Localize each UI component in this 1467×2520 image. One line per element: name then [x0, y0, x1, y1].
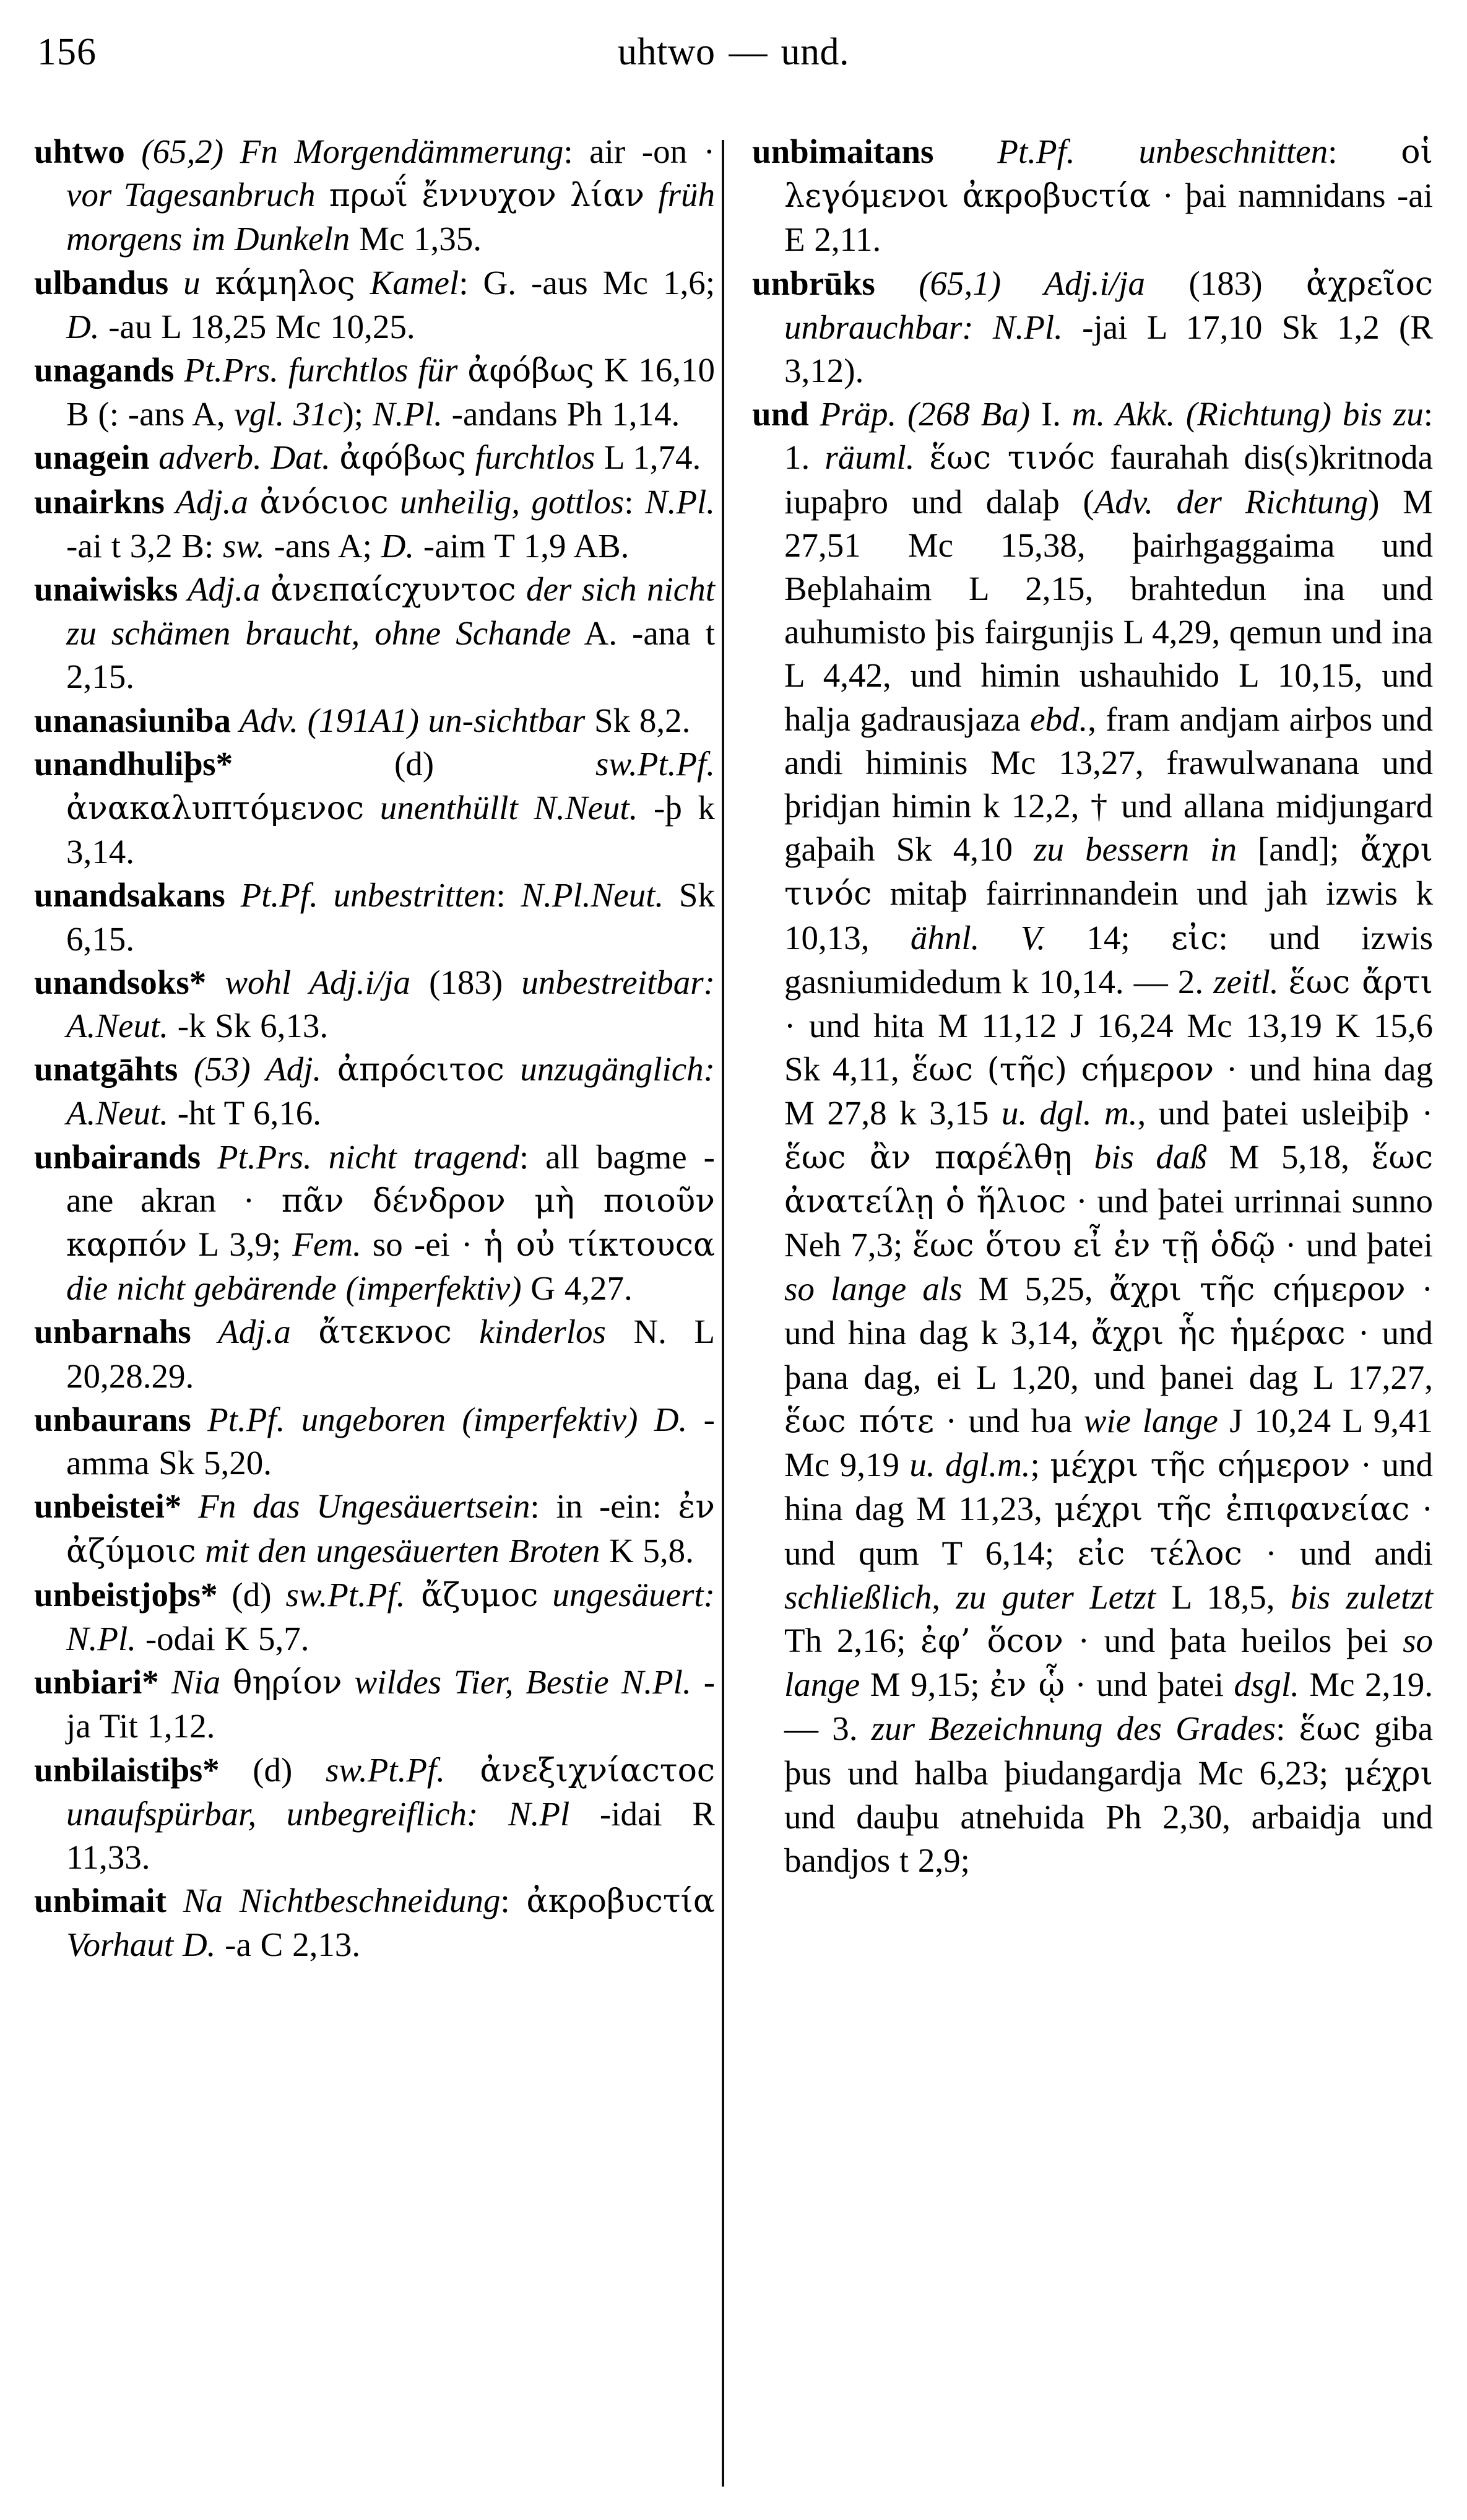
entry-gloss-italic: bis zuletzt: [1290, 1578, 1433, 1616]
entry-citation-roman: : und izwis gasniumidedum k 10,14. — 2.: [784, 918, 1434, 1001]
entry-headword: unbairands: [34, 1137, 201, 1176]
entry-greek-text: ἀνακαλυπτόμενοc: [66, 790, 365, 828]
entry-citation-roman: · þai namnidans -ai E 2,11.: [784, 176, 1433, 259]
entry-greek-text: μέχρι τῆc ἐπιφανείαc: [1054, 1491, 1410, 1529]
entry-gloss-italic: bis daß: [1072, 1137, 1207, 1176]
entry-headword: unbrūks: [752, 264, 875, 302]
entry-citation-roman: :: [1328, 133, 1401, 170]
dictionary-entry: [34, 961, 715, 1048]
entry-gloss-italic: unzugänglich: A.Neut.: [66, 1050, 715, 1132]
entry-gloss-italic: (65,1) Adj.i/ja: [875, 264, 1189, 302]
entry-citation-roman: · und andi: [1242, 1534, 1434, 1572]
entry-greek-text: ἀπρόcιτοc: [337, 1051, 504, 1089]
entry-greek-text: ἕωc ὅτου εἶ ἐν τῇ ὁδῷ: [912, 1227, 1276, 1265]
dictionary-entry: [752, 393, 1433, 1882]
column-divider-rule: [722, 140, 724, 2487]
entry-headword: und: [752, 395, 809, 433]
entry-citation-roman: -odai K 5,7.: [136, 1619, 309, 1658]
entry-citation-roman: :: [496, 876, 521, 915]
entry-gloss-italic: (65,2): [124, 133, 240, 170]
entry-citation-roman: :: [1276, 1710, 1299, 1748]
entry-headword: unbeistjoþs*: [34, 1575, 218, 1614]
entry-headword: unandhuliþs*: [34, 744, 233, 783]
entry-gloss-italic: D.: [381, 526, 415, 565]
dictionary-entry: [34, 480, 715, 568]
entry-gloss-italic: furchtlos: [465, 438, 595, 477]
left-column: [34, 130, 715, 1967]
entry-headword: unbeistei*: [34, 1487, 182, 1526]
entry-gloss-italic: Adj.a: [164, 482, 260, 521]
entry-gloss-italic: Präp. (268 Ba): [808, 395, 1041, 433]
entry-citation-roman: :: [500, 1882, 527, 1920]
entry-gloss-italic: wildes Tier, Bestie N.Pl.: [342, 1663, 691, 1701]
entry-headword: unbimait: [34, 1882, 167, 1920]
entry-greek-text: οἱ λεγόμενοι ἀκροβυcτία: [784, 134, 1433, 215]
entry-citation-roman: · und qum T 6,14;: [784, 1490, 1433, 1572]
entry-citation-roman: -k Sk 6,13.: [168, 1007, 329, 1045]
entry-gloss-italic: Adj.a: [191, 1313, 319, 1351]
entry-citation-roman: , fram andjam airþos und andi himinis Mc 13,27, frawulwanana und þridjan himin k 12,2, † und allana midjungard gaþaih Sk 4,10: [784, 700, 1433, 869]
right-column: [752, 130, 1433, 1882]
entry-greek-text: ἀκροβυcτία: [526, 1883, 716, 1921]
entry-greek-text: ἕωc πότε: [784, 1402, 934, 1440]
dictionary-entry: [34, 699, 715, 742]
entry-greek-text: ἕωc ἂν παρέλθῃ: [784, 1139, 1073, 1176]
entry-greek-text: ἕωc ἀνατείλῃ ὁ ἥλιοc: [784, 1139, 1434, 1220]
entry-gloss-italic: sw.Pt.Pf.: [285, 1575, 405, 1614]
entry-greek-text: ἄχρι τῆc cήμερον: [1109, 1271, 1406, 1309]
entry-headword: unatgāhts: [34, 1050, 178, 1088]
dictionary-entry: [34, 349, 715, 436]
entry-citation-roman: Th 2,16;: [784, 1621, 921, 1659]
entry-gloss-italic: ungesäuert: N.Pl.: [66, 1575, 715, 1658]
entry-greek-text: εἰc: [1171, 919, 1219, 957]
entry-gloss-italic: Fem.: [292, 1225, 361, 1264]
entry-gloss-italic: zur Bezeichnung des Grades: [871, 1710, 1276, 1748]
entry-gloss-italic: Fn Morgendämmerung: [240, 133, 564, 170]
running-head-first-lemma: uhtwo: [618, 31, 716, 73]
entry-gloss-italic: u. dgl. m.: [1001, 1094, 1138, 1132]
entry-citation-roman: :: [624, 482, 645, 521]
dictionary-entry: [34, 1879, 715, 1966]
entry-citation-roman: (183): [1188, 264, 1307, 302]
entry-gloss-italic: schließlich, zu guter Letzt: [784, 1578, 1156, 1616]
entry-gloss-italic: unheilig, gottlos: [388, 482, 625, 521]
entry-greek-text: ἄχρι τινόc: [784, 832, 1433, 913]
entry-citation-roman: );: [342, 395, 373, 433]
entry-greek-text: ἕωc τινόc: [929, 440, 1095, 477]
entry-citation-roman: · und hita M 11,12 J 16,24 Mc 13,19 K 15,6 Sk 4,11,: [784, 1007, 1433, 1088]
entry-gloss-italic: adverb. Dat.: [149, 438, 340, 477]
entry-citation-roman: (d): [217, 1575, 286, 1614]
entry-citation-roman: Mc 1,35.: [350, 220, 482, 258]
entry-gloss-italic: Pt.Pf. ungeboren (imperfektiv) D.: [191, 1400, 688, 1438]
running-head-title: [0, 27, 1467, 77]
entry-citation-roman: -ai t 3,2 B:: [66, 526, 223, 565]
entry-gloss-italic: unenthüllt N.Neut.: [364, 789, 638, 827]
entry-citation-roman: L 3,9;: [187, 1225, 293, 1264]
dictionary-entry: [752, 130, 1433, 262]
entry-citation-roman: · und ƕa: [933, 1401, 1084, 1440]
dictionary-entry: [34, 568, 715, 699]
entry-gloss-italic: räuml.: [824, 438, 930, 477]
entry-headword: unairkns: [34, 482, 165, 521]
entry-gloss-italic: die nicht gebärende (imperfektiv): [66, 1269, 522, 1308]
entry-citation-roman: -jai L 17,10 Sk 1,2 (R 3,12).: [784, 308, 1433, 390]
dictionary-entry: [34, 1661, 715, 1748]
entry-gloss-italic: zeitl.: [1213, 962, 1289, 1001]
entry-headword: unbarnahs: [34, 1313, 191, 1351]
entry-greek-text: κάμηλος: [215, 264, 355, 302]
entry-citation-roman: so -ei ·: [361, 1225, 484, 1264]
entry-gloss-italic: der sich nicht zu schämen braucht, ohne Schande: [66, 570, 715, 653]
entry-gloss-italic: Pt.Pf. unbeschnitten: [933, 133, 1328, 170]
dictionary-entry: [34, 1310, 715, 1397]
entry-gloss-italic: mit den ungesäuerten Broten: [196, 1531, 600, 1570]
entry-citation-roman: Mc 2,19. — 3.: [784, 1666, 1434, 1748]
entry-citation-roman: · und þana dag, ei L 1,20, und þanei dag L 17,27,: [784, 1314, 1433, 1396]
dictionary-entry: [34, 1573, 715, 1661]
entry-gloss-italic: Na Nichtbeschneidung: [166, 1882, 501, 1920]
entry-gloss-italic: N.Pl.: [372, 395, 443, 433]
entry-citation-roman: : 1.: [784, 395, 1433, 477]
dictionary-entry: [34, 874, 715, 960]
entry-citation-roman: und dauþu atneƕida Ph 2,30, arbaidja und bandjos t 2,9;: [784, 1797, 1433, 1879]
entry-gloss-italic: N.Pl.Neut.: [521, 876, 664, 915]
entry-gloss-italic: wohl Adj.i/ja: [206, 963, 430, 1001]
entry-citation-roman: -aim T 1,9 AB.: [414, 526, 630, 565]
entry-citation-roman: -ht T 6,16.: [168, 1094, 321, 1132]
entry-headword: ulbandus: [34, 263, 169, 302]
entry-gloss-italic: sw.Pt.Pf.: [595, 744, 715, 783]
entry-greek-text: ἀνεξιχνίαcτοc: [444, 1752, 715, 1789]
entry-greek-text: θηρίον: [233, 1664, 342, 1702]
dictionary-entry: [34, 1485, 715, 1573]
entry-gloss-italic: unaufspürbar, unbegreiflich: N.Pl: [66, 1794, 570, 1833]
entry-citation-roman: [and];: [1258, 830, 1361, 869]
entry-citation-roman: · und hina dag M 27,8 k 3,15: [784, 1050, 1433, 1132]
entry-gloss-italic: Adv. der Richtung: [1094, 482, 1369, 521]
dictionary-entry: [752, 262, 1433, 393]
entry-citation-roman: · und þatei: [1275, 1226, 1433, 1264]
entry-citation-roman: mitaþ fairrinnandein und jah izwis k 10,13,: [784, 874, 1433, 957]
entry-gloss-italic: so lange als: [784, 1270, 963, 1308]
entry-gloss-italic: dsgl.: [1234, 1666, 1299, 1704]
entry-gloss-italic: Adv. (191A1) un-sichtbar: [231, 701, 586, 739]
entry-greek-text: πρωΐ ἔννυχον λίαν: [315, 177, 659, 215]
entry-greek-text: ἀνόcιοc: [259, 484, 389, 521]
entry-citation-roman: Sk 8,2.: [585, 701, 691, 739]
entry-headword: unanasiuniba: [34, 701, 231, 739]
entry-citation-roman: · und hina dag k 3,14,: [784, 1270, 1433, 1352]
running-head: [0, 27, 1467, 77]
entry-headword: unbiari*: [34, 1663, 159, 1701]
entry-citation-roman: (d): [219, 1750, 326, 1789]
entry-headword: unagands: [34, 351, 175, 389]
entry-citation-roman: N. L 20,28.29.: [66, 1313, 715, 1395]
entry-greek-text: εἰc τέλοc: [1077, 1535, 1242, 1573]
entry-citation-roman: J 10,24 L 9,41 Mc 9,19: [784, 1401, 1433, 1484]
entry-citation-roman: -amma Sk 5,20.: [66, 1400, 715, 1482]
entry-citation-roman: (d): [233, 744, 595, 783]
entry-citation-roman: -andans Ph 1,14.: [442, 395, 680, 433]
entry-greek-text: ἐν ἀζύμοιc: [66, 1488, 715, 1570]
entry-citation-roman: : all bagme -ane akran ·: [66, 1137, 715, 1219]
running-head-dash: —: [729, 31, 768, 73]
entry-citation-roman: L 18,5,: [1156, 1578, 1291, 1616]
entry-citation-roman: G 4,27.: [521, 1269, 633, 1308]
entry-gloss-italic: Pt.Pf. unbestritten: [225, 876, 496, 915]
entry-citation-roman: ) M 27,51 Mc 15,38, þairhgaggaima und Beþlahaim L 2,15, brahtedun ina und auhumisto þis fairgunjis L 4,29, qemun und ina L 4,42, und himin ushauhido L 10,15, und halja gadrausjaza: [784, 482, 1433, 738]
entry-gloss-italic: D.: [66, 307, 100, 345]
entry-greek-text: μέχρι τῆc cήμερον: [1050, 1447, 1351, 1485]
entry-citation-roman: I.: [1041, 395, 1072, 433]
entry-gloss-italic: ähnl. V.: [910, 918, 1045, 957]
entry-citation-roman: A. -ana t 2,15.: [66, 614, 716, 696]
entry-greek-text: ἡ οὐ τίκτουcα: [483, 1227, 715, 1264]
entry-greek-text: ἐν ᾧ: [989, 1667, 1065, 1705]
entry-gloss-italic: m. Akk. (Richtung) bis zu: [1071, 395, 1424, 433]
entry-greek-text: ἀφόβως: [467, 352, 594, 390]
entry-greek-text: ἄζυμοc: [405, 1576, 539, 1614]
entry-citation-roman: M 5,25,: [962, 1270, 1109, 1308]
entry-greek-text: ἀνεπαίcχυντοc: [270, 571, 516, 609]
entry-gloss-italic: Pt.Prs. nicht tragend: [201, 1137, 519, 1176]
entry-headword: unandsoks*: [34, 963, 207, 1001]
entry-greek-text: ἕωc ἄρτι: [1288, 963, 1433, 1001]
dictionary-entry: [34, 1398, 715, 1485]
entry-headword: unbilaistiþs*: [34, 1750, 220, 1789]
entry-citation-roman: · und þata ƕeilos þei: [1063, 1621, 1403, 1659]
entry-headword: unaiwisks: [34, 570, 178, 609]
entry-headword: unagein: [34, 438, 150, 477]
entry-gloss-italic: kinderlos: [451, 1313, 606, 1351]
entry-citation-roman: : G. -aus Mc 1,6;: [459, 263, 715, 302]
entry-greek-text: ἕωc (τῆc) cήμερον: [911, 1051, 1214, 1089]
page-number: 156: [37, 31, 97, 73]
entry-gloss-italic: vgl. 31c: [234, 395, 343, 433]
entry-gloss-italic: früh morgens im Dunkeln: [66, 176, 715, 258]
entry-greek-text: ἕωc: [1299, 1711, 1361, 1749]
entry-citation-roman: -a C 2,13.: [215, 1926, 361, 1964]
entry-citation-roman: -þ k 3,14.: [66, 789, 715, 871]
entry-citation-roman: M 9,15;: [860, 1666, 990, 1704]
entry-citation-roman: -ja Tit 1,12.: [66, 1663, 716, 1745]
entry-citation-roman: K 16,10 B (: -ans A,: [66, 351, 715, 433]
entry-gloss-italic: u: [168, 263, 215, 302]
entry-citation-roman: M 5,18,: [1206, 1137, 1372, 1176]
entry-gloss-italic: Adj.a: [178, 570, 271, 609]
entry-greek-text: ἄτεκνοc: [318, 1314, 452, 1352]
dictionary-entry: [34, 436, 715, 480]
entry-gloss-italic: so lange: [784, 1621, 1433, 1704]
entry-greek-text: ἀφόβως: [339, 440, 466, 477]
entry-gloss-italic: Pt.Prs. furchtlos für: [174, 351, 468, 389]
entry-greek-text: πᾶν δένδρον μὴ ποιοῦν καρπόν: [66, 1182, 715, 1264]
entry-gloss-italic: unbrauchbar: N.Pl.: [784, 308, 1063, 346]
entry-citation-roman: ;: [1030, 1446, 1050, 1484]
entry-gloss-italic: ebd.: [1030, 700, 1088, 738]
dictionary-entry: [34, 130, 715, 261]
entry-citation-roman: -ans A;: [264, 526, 381, 565]
entry-gloss-italic: u. dgl.m.: [909, 1446, 1031, 1484]
entry-gloss-italic: N.Pl.: [644, 482, 716, 521]
entry-headword: unbimaitans: [752, 133, 934, 170]
entry-gloss-italic: Nia: [158, 1663, 233, 1701]
running-head-last-lemma: und.: [781, 31, 849, 73]
entry-citation-roman: , und þatei usleiþiþ ·: [1137, 1094, 1434, 1132]
entry-citation-roman: Sk 6,15.: [66, 876, 715, 958]
entry-headword: unandsakans: [34, 876, 225, 915]
entry-greek-text: ἄχρι ἧc ἡμέραc: [1091, 1315, 1346, 1353]
entry-headword: uhtwo: [34, 133, 125, 170]
entry-citation-roman: (183): [429, 963, 522, 1001]
entry-citation-roman: L 1,74.: [595, 438, 701, 477]
entry-gloss-italic: vor Tagesanbruch: [66, 176, 316, 214]
entry-gloss-italic: Vorhaut D.: [66, 1926, 216, 1964]
entry-citation-roman: · und þatei: [1065, 1666, 1234, 1704]
entry-citation-roman: K 5,8.: [600, 1531, 694, 1570]
dictionary-entry: [34, 742, 715, 874]
entry-gloss-italic: Fn das Ungesäuertsein: [181, 1487, 530, 1526]
dictionary-entry: [34, 1048, 715, 1135]
entry-greek-text: ἀχρεῖοc: [1306, 265, 1433, 303]
page-body: [0, 130, 1467, 2483]
entry-gloss-italic: unbestreitbar: A.Neut.: [66, 963, 715, 1045]
entry-citation-roman: : air -on ·: [563, 133, 715, 170]
entry-gloss-italic: sw.Pt.Pf.: [325, 1750, 445, 1789]
entry-citation-roman: faurahah dis(s)kritnoda iupaþro und dalaþ (: [784, 438, 1433, 521]
entry-headword: unbaurans: [34, 1400, 191, 1438]
entry-gloss-italic: wie lange: [1083, 1401, 1218, 1440]
dictionary-entry: [34, 1136, 715, 1311]
entry-citation-roman: : in -ein:: [530, 1487, 678, 1526]
entry-gloss-italic: zu bessern in: [1034, 830, 1258, 869]
entry-citation-roman: -au L 18,25 Mc 10,25.: [99, 307, 415, 345]
dictionary-entry: [34, 1749, 715, 1880]
entry-gloss-italic: sw.: [223, 526, 265, 565]
entry-gloss-italic: Kamel: [355, 263, 459, 302]
entry-greek-text: ἐφ’ ὅcον: [920, 1622, 1063, 1660]
entry-gloss-italic: (53) Adj.: [178, 1050, 337, 1088]
entry-citation-roman: · und hina dag M 11,23,: [784, 1446, 1433, 1528]
entry-citation-roman: giba þus und halba þiudangardja Mc 6,23;: [784, 1710, 1433, 1792]
entry-citation-roman: · und þatei urrinnai sunno Neh 7,3;: [784, 1181, 1433, 1264]
entry-greek-text: μέχρι: [1344, 1755, 1433, 1792]
entry-citation-roman: -idai R 11,33.: [66, 1794, 715, 1876]
entry-citation-roman: 14;: [1045, 918, 1171, 957]
dictionary-entry: [34, 261, 715, 349]
